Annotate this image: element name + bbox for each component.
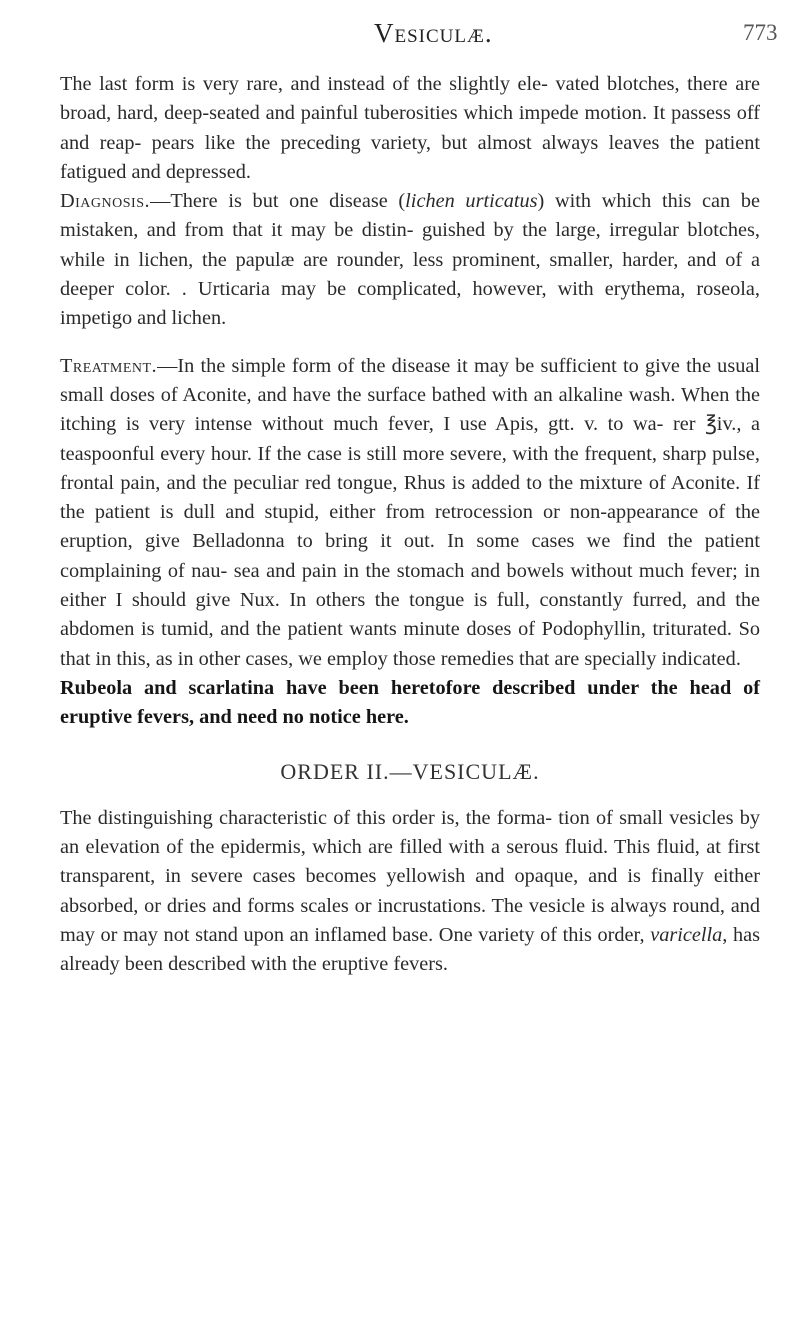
page-number: 773	[743, 20, 778, 45]
vesiculae-text-b: , has already been described with the eruptive fevers.	[60, 924, 760, 976]
body-text	[60, 70, 760, 980]
vesiculae-text-a: The distinguishing characteristic of this order is, the forma- tion of small vesicles by an elevation of the epidermis, which are filled with a serous fluid. This fluid, at first transparent, in severe cases becomes yellowish and opaque, and is finally either absorbed, or dries and forms scales or incrustations. The vesicle is always round, and may or may not stand upon an inflamed base. One variety of this order,	[60, 806, 760, 947]
paragraph-rubeola: Rubeola and scarlatina have been heretofore described under the head of eruptive fevers, and need no notice here.	[60, 676, 760, 729]
diagnosis-text-b: ) with which this can be mistaken, and from that it may be distin- guished by the large, irregular blotches, while in lichen, the papulæ are rounder, less prominent, smaller, harder, and of a deeper color. . Urticaria may be complicated, however, with erythema, roseola, impetigo and lichen.	[60, 190, 760, 330]
paragraph-diagnosis	[60, 187, 760, 333]
diagnosis-italic: lichen urticatus	[405, 190, 538, 213]
paragraph-gap	[60, 334, 760, 352]
running-title: Vesiculæ.	[374, 18, 493, 48]
vesiculae-italic: varicella	[650, 924, 723, 947]
running-head	[0, 18, 800, 58]
treatment-label: Treatment.	[60, 354, 158, 377]
order-heading: ORDER II.—VESICULÆ.	[280, 758, 540, 784]
paragraph-last-form: The last form is very rare, and instead of the slightly ele- vated blotches, there are broad, hard, deep-seated and painful tuberosities which impede motion. It passess off and reap- pears like the preceding variety, but almost always leaves the patient fatigued and depressed.	[60, 73, 760, 183]
diagnosis-label: Diagnosis.	[60, 190, 151, 213]
diagnosis-text-a: —There is but one disease (	[150, 190, 406, 213]
paragraph-vesiculae	[60, 804, 760, 980]
paragraph-treatment	[60, 352, 760, 674]
treatment-text: —In the simple form of the disease it may be sufficient to give the usual small doses of Aconite, and have the surface bathed with an alkaline wash. When the itching is very intense without much fever, I use Apis, gtt. v. to wa- rer ℥iv., a teaspoonful every hour. If the case is still more severe, with the frequent, sharp pulse, frontal pain, and the peculiar red tongue, Rhus is added to the mixture of Aconite. If the patient is dull and stupid, either from retrocession or non-appearance of the eruption, give Belladonna to bring it out. In some cases we find the patient complaining of nau- sea and pain in the stomach and bowels without much fever; in either I should give Nux. In others the tongue is full, constantly furred, and the abdomen is tumid, and the patient wants minute doses of Podophyllin, triturated. So that in this, as in other cases, we employ those remedies that are specially indicated.	[60, 354, 760, 670]
